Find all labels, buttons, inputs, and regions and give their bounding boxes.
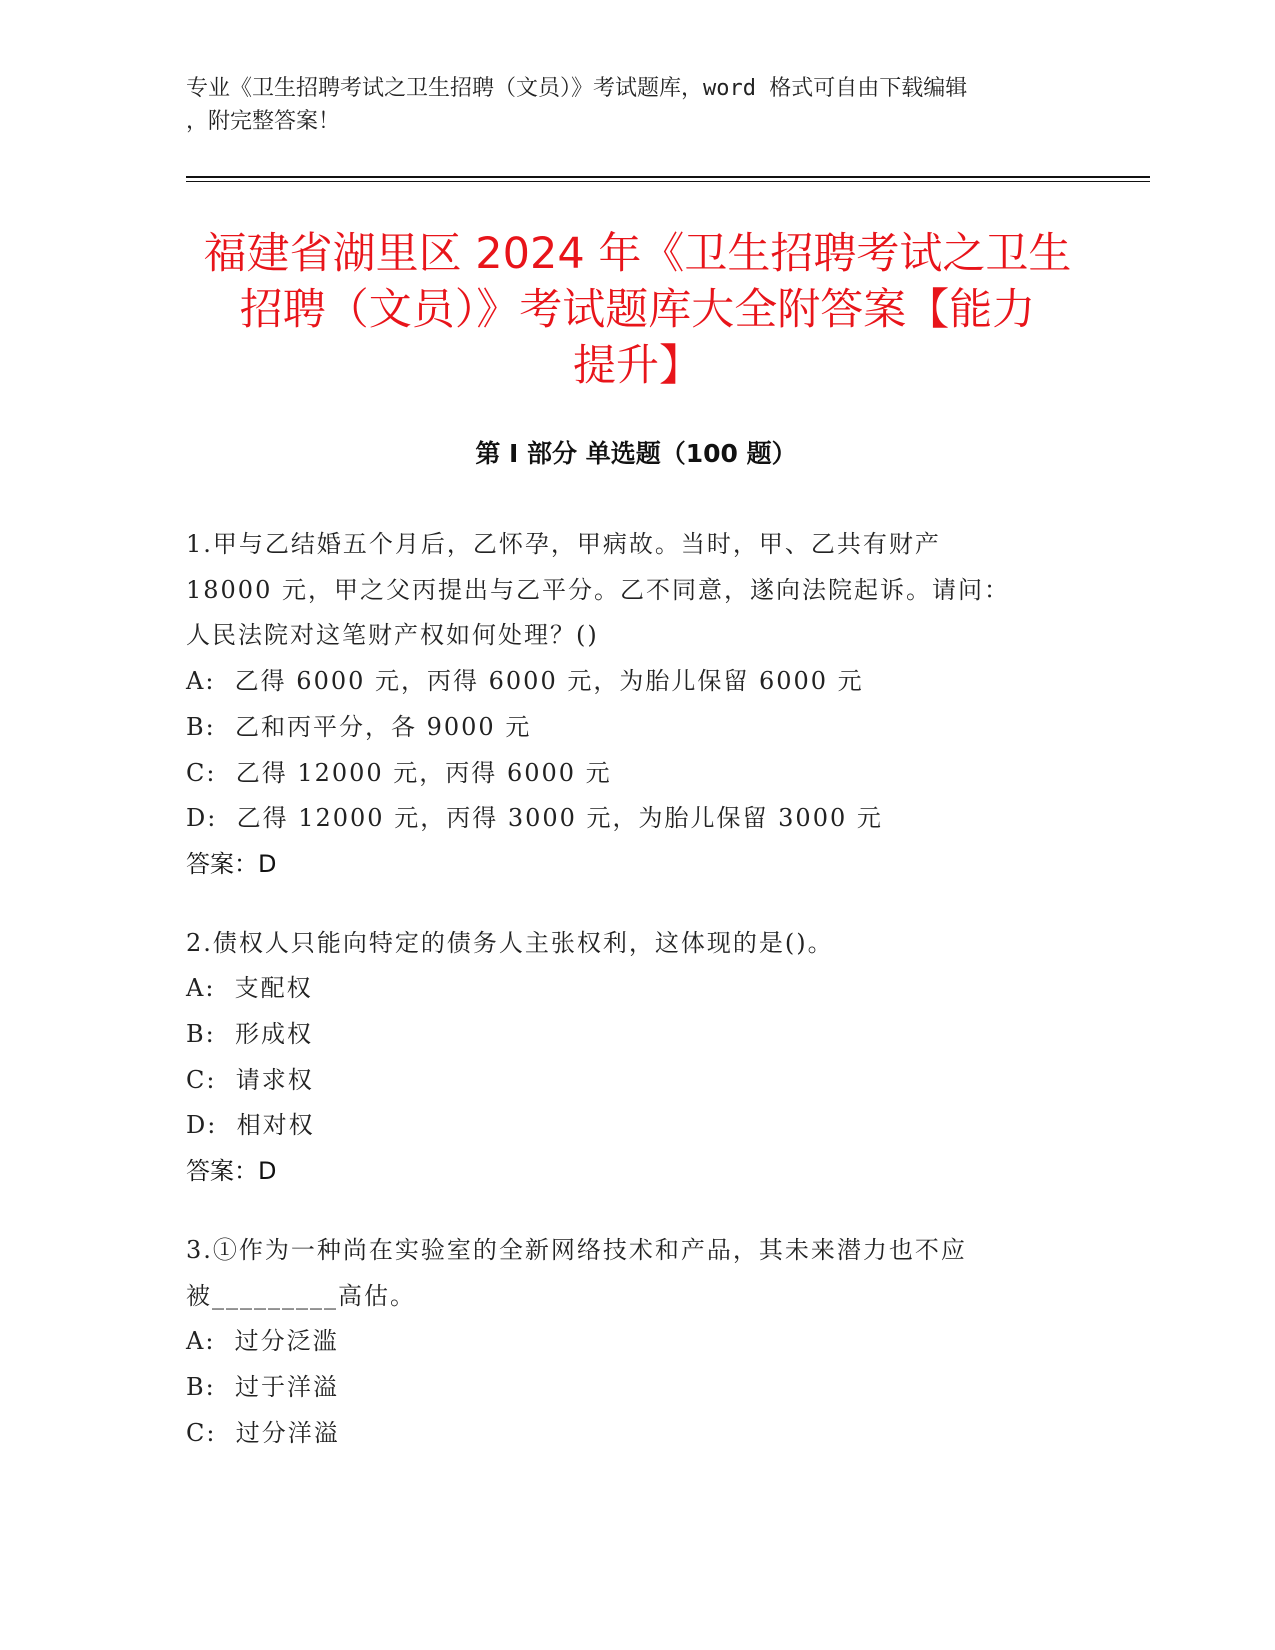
answer-line: 答案：D [186, 1157, 277, 1186]
question-1 [186, 522, 1066, 888]
question-stem-line: 3.①作为一种尚在实验室的全新网络技术和产品，其未来潜力也不应 [186, 1235, 967, 1264]
question-stem-line: 被_________高估。 [186, 1281, 416, 1310]
option-c: C: 请求权 [186, 1065, 314, 1094]
option-a: A: 支配权 [186, 974, 313, 1003]
answer-line: 答案：D [186, 849, 277, 878]
option-a: A: 乙得 6000 元，丙得 6000 元，为胎儿保留 6000 元 [186, 667, 864, 696]
header-divider-thin [186, 181, 1150, 182]
document-title-line-1: 福建省湖里区 2024 年《卫生招聘考试之卫生 [203, 229, 1072, 279]
section-heading: 第 I 部分 单选题（100 题） [475, 439, 797, 468]
question-3 [186, 1228, 1066, 1457]
option-d: D: 乙得 12000 元，丙得 3000 元，为胎儿保留 3000 元 [186, 804, 883, 833]
option-c: C: 乙得 12000 元，丙得 6000 元 [186, 758, 612, 787]
option-b: B: 形成权 [186, 1020, 313, 1049]
header-note-line-1: 专业《卫生招聘考试之卫生招聘（文员）》考试题库，word 格式可自由下载编辑 [186, 76, 968, 101]
question-stem-line: 18000 元，甲之父丙提出与乙平分。乙不同意，遂向法院起诉。请问： [186, 575, 1010, 604]
question-stem-line: 人民法院对这笔财产权如何处理？() [186, 621, 599, 650]
document-title-line-3: 提升】 [573, 341, 702, 391]
document-title [150, 226, 1125, 394]
question-stem-line: 2.债权人只能向特定的债务人主张权利，这体现的是()。 [186, 928, 834, 957]
question-2 [186, 921, 1066, 1195]
option-d: D: 相对权 [186, 1111, 315, 1140]
question-stem-line: 1.甲与乙结婚五个月后，乙怀孕，甲病故。当时，甲、乙共有财产 [186, 530, 941, 558]
question-list [186, 522, 1066, 1489]
header-divider-thick [186, 176, 1150, 178]
option-a: A: 过分泛滥 [186, 1327, 339, 1356]
option-b: B: 过于洋溢 [186, 1372, 339, 1401]
option-b: B: 乙和丙平分，各 9000 元 [186, 712, 532, 741]
document-title-line-2: 招聘（文员）》考试题库大全附答案【能力 [239, 285, 1036, 335]
option-c: C: 过分洋溢 [186, 1418, 340, 1447]
header-note-line-2: ，附完整答案！ [186, 109, 341, 134]
header-note [186, 72, 1076, 138]
